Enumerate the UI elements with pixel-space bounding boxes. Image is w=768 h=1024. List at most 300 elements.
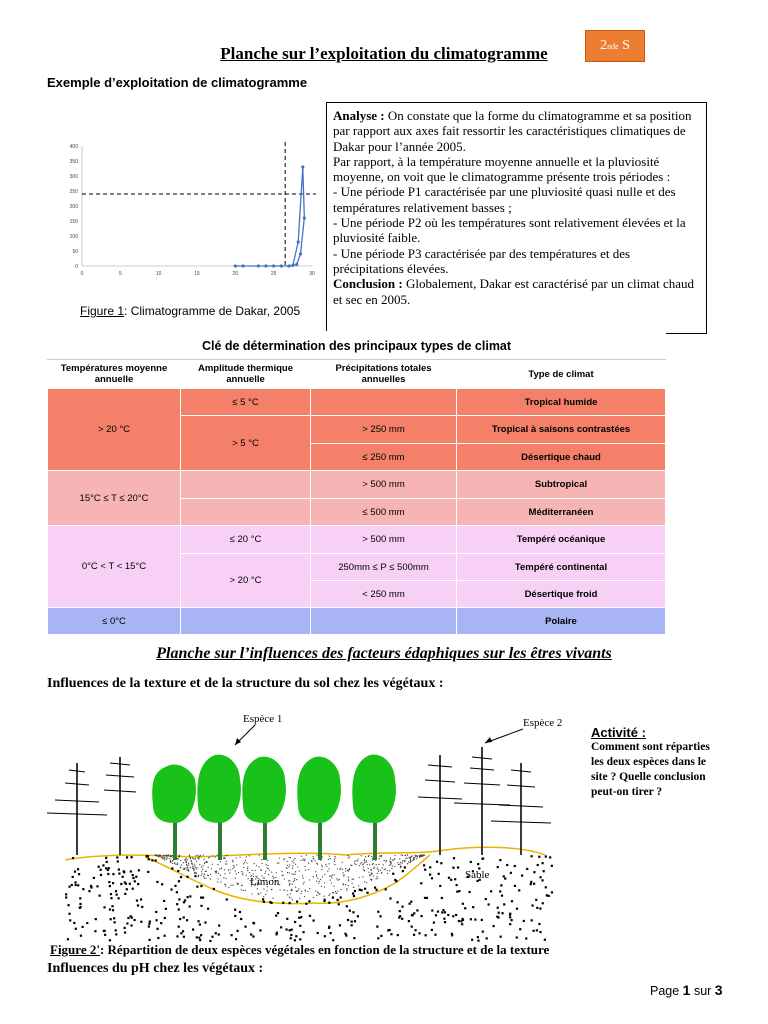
sand-grain <box>460 920 462 922</box>
limon-particle <box>315 890 316 891</box>
limon-particle <box>347 855 348 856</box>
limon-particle <box>301 855 302 856</box>
limon-particle <box>371 874 372 875</box>
limon-particle <box>228 870 229 871</box>
sand-grain <box>151 859 153 861</box>
limon-particle <box>289 880 290 881</box>
limon-particle <box>408 861 409 862</box>
sand-grain <box>423 864 425 866</box>
limon-particle <box>187 867 188 868</box>
limon-particle <box>181 865 182 866</box>
limon-particle <box>305 870 306 871</box>
sand-grain <box>130 924 132 926</box>
limon-particle <box>252 870 253 871</box>
sand-grain <box>511 919 513 921</box>
limon-particle <box>324 886 325 887</box>
sand-grain <box>503 903 505 905</box>
sand-grain <box>501 912 503 914</box>
limon-particle <box>218 873 219 874</box>
limon-particle <box>242 874 243 875</box>
limon-particle <box>348 877 349 878</box>
sand-grain <box>124 893 126 895</box>
limon-particle <box>212 855 213 856</box>
sand-grain <box>420 882 422 884</box>
limon-particle <box>361 862 362 863</box>
sand-grain <box>198 937 200 939</box>
limon-particle <box>223 858 224 859</box>
sand-grain <box>112 882 114 884</box>
sand-grain <box>532 930 534 932</box>
sand-grain <box>136 899 138 901</box>
limon-particle <box>287 894 288 895</box>
limon-particle <box>293 859 294 860</box>
limon-particle <box>237 884 238 885</box>
limon-particle <box>294 880 295 881</box>
sand-grain <box>387 929 389 931</box>
limon-particle <box>242 873 243 874</box>
sand-grain <box>332 896 334 898</box>
limon-particle <box>172 860 173 861</box>
limon-particle <box>289 864 290 865</box>
sand-grain <box>424 869 426 871</box>
sand-grain <box>447 914 449 916</box>
limon-particle <box>328 868 329 869</box>
sand-grain <box>68 886 70 888</box>
sand-grain <box>436 861 438 863</box>
sand-grain <box>79 903 81 905</box>
sand-grain <box>160 922 162 924</box>
sand-grain <box>538 923 540 925</box>
sand-grain <box>455 914 457 916</box>
sand-grain <box>235 938 237 940</box>
sand-grain <box>503 875 505 877</box>
limon-particle <box>232 885 233 886</box>
limon-particle <box>201 873 202 874</box>
sand-grain <box>127 917 129 919</box>
limon-particle <box>292 899 293 900</box>
limon-particle <box>164 857 165 858</box>
cell-type: Polaire <box>457 608 666 635</box>
sand-grain <box>187 896 189 898</box>
sand-grain <box>147 871 149 873</box>
limon-particle <box>162 856 163 857</box>
sand-grain <box>65 893 67 895</box>
sand-grain <box>129 883 131 885</box>
sand-grain <box>469 891 471 893</box>
cell-type: Méditerranéen <box>457 499 666 526</box>
sand-grain <box>262 898 264 900</box>
limon-particle <box>256 865 257 866</box>
sand-grain <box>392 873 394 875</box>
limon-particle <box>288 857 289 858</box>
data-point <box>297 240 300 243</box>
limon-particle <box>226 861 227 862</box>
limon-particle <box>180 860 181 861</box>
sand-grain <box>328 927 330 929</box>
limon-particle <box>366 882 367 883</box>
limon-particle <box>196 868 197 869</box>
limon-particle <box>195 867 196 868</box>
limon-particle <box>271 889 272 890</box>
cell-precip: > 250 mm <box>311 416 457 444</box>
limon-particle <box>197 855 198 856</box>
limon-particle <box>188 865 189 866</box>
sand-grain <box>516 908 518 910</box>
limon-particle <box>224 857 225 858</box>
sand-grain <box>431 909 433 911</box>
limon-particle <box>329 875 330 876</box>
activity-text: Comment sont réparties les deux espèces dans le site ? Quelle conclusion peut-on tirer ? <box>591 741 710 798</box>
limon-particle <box>192 864 193 865</box>
cell-temp: ≤ 0°C <box>48 608 181 635</box>
sand-grain <box>156 881 158 883</box>
limon-particle <box>206 861 207 862</box>
limon-particle <box>348 869 349 870</box>
cell-precip: > 500 mm <box>311 526 457 554</box>
sand-grain <box>148 858 150 860</box>
sand-grain <box>545 886 547 888</box>
sand-grain <box>514 865 516 867</box>
data-point <box>303 216 306 219</box>
sand-grain <box>413 934 415 936</box>
limon-particle <box>419 855 420 856</box>
sand-grain <box>67 904 69 906</box>
sand-grain <box>424 897 426 899</box>
limon-particle <box>195 855 196 856</box>
limon-particle <box>205 871 206 872</box>
limon-particle <box>358 858 359 859</box>
sand-grain <box>134 880 136 882</box>
sand-grain <box>269 901 271 903</box>
limon-particle <box>188 863 189 864</box>
sand-grain <box>113 917 115 919</box>
limon-particle <box>305 866 306 867</box>
limon-particle <box>191 863 192 864</box>
cell-amp <box>181 471 311 499</box>
sand-grain <box>300 916 302 918</box>
limon-particle <box>166 856 167 857</box>
limon-particle <box>217 855 218 856</box>
limon-particle <box>406 857 407 858</box>
y-tick-label: 250 <box>69 189 78 195</box>
limon-particle <box>267 865 268 866</box>
sand-grain <box>133 919 135 921</box>
sand-grain <box>530 881 532 883</box>
limon-particle <box>177 858 178 859</box>
limon-particle <box>335 857 336 858</box>
sand-grain <box>416 909 418 911</box>
limon-particle <box>294 873 295 874</box>
sand-grain <box>374 887 376 889</box>
limon-particle <box>390 864 391 865</box>
limon-particle <box>342 862 343 863</box>
sand-grain <box>537 864 539 866</box>
limon-particle <box>304 858 305 859</box>
limon-particle <box>390 857 391 858</box>
limon-particle <box>369 875 370 876</box>
sand-grain <box>401 918 403 920</box>
sand-grain <box>409 903 411 905</box>
sand-grain <box>79 897 81 899</box>
sand-grain <box>398 916 400 918</box>
espece1-label: Espèce 1 <box>243 713 283 725</box>
data-point <box>295 263 298 266</box>
sand-grain <box>429 874 431 876</box>
limon-particle <box>353 879 354 880</box>
limon-particle <box>415 856 416 857</box>
sand-grain <box>543 870 545 872</box>
sand-grain <box>433 922 435 924</box>
sand-grain <box>298 917 300 919</box>
limon-particle <box>402 861 403 862</box>
limon-particle <box>327 871 328 872</box>
limon-particle <box>332 892 333 893</box>
limon-particle <box>204 863 205 864</box>
limon-particle <box>185 858 186 859</box>
limon-particle <box>289 883 290 884</box>
data-point <box>299 252 302 255</box>
limon-particle <box>405 858 406 859</box>
sand-grain <box>385 888 387 890</box>
sand-grain <box>156 928 158 930</box>
limon-particle <box>204 874 205 875</box>
sand-grain <box>213 888 215 890</box>
sand-grain <box>530 883 532 885</box>
sand-grain <box>376 926 378 928</box>
limon-particle <box>352 883 353 884</box>
series-line <box>235 167 304 266</box>
limon-particle <box>171 855 172 856</box>
ph-heading: Influences du pH chez les végétaux : <box>47 961 264 976</box>
sand-grain <box>295 935 297 937</box>
limon-particle <box>265 864 266 865</box>
sand-grain <box>132 874 134 876</box>
limon-particle <box>330 875 331 876</box>
limon-particle <box>225 883 226 884</box>
limon-particle <box>278 862 279 863</box>
limon-particle <box>277 863 278 864</box>
limon-particle <box>289 896 290 897</box>
sand-grain <box>115 933 117 935</box>
limon-particle <box>221 868 222 869</box>
cell-type: Tempéré continental <box>457 554 666 581</box>
limon-particle <box>246 862 247 863</box>
climatogram-chart <box>62 138 322 283</box>
cell-type: Désertique chaud <box>457 444 666 471</box>
limon-particle <box>395 855 396 856</box>
sand-grain <box>215 932 217 934</box>
limon-particle <box>243 867 244 868</box>
limon-particle <box>348 880 349 881</box>
sand-grain <box>359 889 361 891</box>
limon-particle <box>169 858 170 859</box>
limon-particle <box>372 864 373 865</box>
limon-particle <box>364 870 365 871</box>
limon-particle <box>248 878 249 879</box>
sand-grain <box>399 910 401 912</box>
limon-particle <box>267 890 268 891</box>
limon-particle <box>313 856 314 857</box>
limon-particle <box>267 860 268 861</box>
limon-particle <box>328 895 329 896</box>
sand-grain <box>352 911 354 913</box>
sand-grain <box>200 885 202 887</box>
limon-particle <box>372 860 373 861</box>
limon-particle <box>313 876 314 877</box>
limon-particle <box>279 889 280 890</box>
sand-grain <box>178 926 180 928</box>
limon-particle <box>215 871 216 872</box>
sand-grain <box>244 926 246 928</box>
sand-grain <box>289 902 291 904</box>
x-tick-label: 0 <box>80 271 84 277</box>
sand-grain <box>453 857 455 859</box>
limon-particle <box>290 857 291 858</box>
sand-grain <box>105 867 107 869</box>
sand-grain <box>126 856 128 858</box>
sand-grain <box>240 918 242 920</box>
limon-particle <box>261 863 262 864</box>
y-tick-label: 50 <box>72 249 78 255</box>
sand-grain <box>497 907 499 909</box>
sand-grain <box>509 923 511 925</box>
sand-grain <box>78 873 80 875</box>
sand-grain <box>548 895 550 897</box>
limon-particle <box>197 867 198 868</box>
limon-particle <box>326 866 327 867</box>
limon-particle <box>220 875 221 876</box>
limon-particle <box>343 884 344 885</box>
limon-particle <box>288 867 289 868</box>
limon-particle <box>335 891 336 892</box>
sand-grain <box>280 926 282 928</box>
sand-grain <box>149 920 151 922</box>
sand-grain <box>510 872 512 874</box>
limon-particle <box>337 868 338 869</box>
sand-grain <box>525 937 527 939</box>
sand-grain <box>155 919 157 921</box>
limon-particle <box>232 861 233 862</box>
sand-grain <box>178 908 180 910</box>
sand-grain <box>542 862 544 864</box>
sand-grain <box>481 858 483 860</box>
limon-particle <box>400 862 401 863</box>
sand-grain <box>408 920 410 922</box>
sand-grain <box>282 902 284 904</box>
limon-particle <box>399 863 400 864</box>
limon-particle <box>331 882 332 883</box>
limon-particle <box>284 878 285 879</box>
limon-particle <box>389 870 390 871</box>
limon-particle <box>354 861 355 862</box>
table-title: Clé de détermination des principaux types de climat <box>48 332 666 360</box>
sand-grain <box>82 926 84 928</box>
limon-particle <box>183 862 184 863</box>
limon-particle <box>408 857 409 858</box>
limon-particle <box>220 881 221 882</box>
sand-grain <box>337 899 339 901</box>
limon-particle <box>397 862 398 863</box>
data-point <box>301 165 304 168</box>
sand-grain <box>117 860 119 862</box>
sand-grain <box>545 855 547 857</box>
limon-particle <box>308 863 309 864</box>
sand-grain <box>122 876 124 878</box>
sand-grain <box>75 928 77 930</box>
sand-grain <box>176 935 178 937</box>
sand-grain <box>147 855 149 857</box>
limon-particle <box>322 876 323 877</box>
limon-particle <box>383 864 384 865</box>
limon-particle <box>340 868 341 869</box>
sand-grain <box>549 856 551 858</box>
limon-particle <box>345 868 346 869</box>
limon-particle <box>364 860 365 861</box>
limon-particle <box>371 870 372 871</box>
limon-particle <box>373 863 374 864</box>
limon-particle <box>398 864 399 865</box>
limon-particle <box>389 865 390 866</box>
sand-grain <box>302 931 304 933</box>
sand-grain <box>514 885 516 887</box>
sand-grain <box>116 856 118 858</box>
limon-particle <box>379 858 380 859</box>
limon-particle <box>208 867 209 868</box>
sand-grain <box>200 897 202 899</box>
sand-grain <box>108 867 110 869</box>
x-tick-label: 25 <box>270 271 277 277</box>
limon-particle <box>322 866 323 867</box>
sand-grain <box>535 899 537 901</box>
limon-particle <box>226 863 227 864</box>
sand-grain <box>96 885 98 887</box>
sand-grain <box>234 909 236 911</box>
limon-particle <box>224 873 225 874</box>
limon-particle <box>263 896 264 897</box>
limon-particle <box>346 888 347 889</box>
sand-grain <box>148 925 150 927</box>
x-tick-label: 30 <box>309 271 315 277</box>
limon-particle <box>391 863 392 864</box>
sand-grain <box>106 861 108 863</box>
limon-particle <box>191 861 192 862</box>
limon-particle <box>316 895 317 896</box>
sand-grain <box>539 931 541 933</box>
limon-particle <box>228 887 229 888</box>
page-title: Planche sur l’exploitation du climatogramme <box>220 44 548 63</box>
sand-grain <box>126 922 128 924</box>
limon-particle <box>369 864 370 865</box>
limon-particle <box>299 898 300 899</box>
sand-grain <box>477 863 479 865</box>
sand-grain <box>131 856 133 858</box>
sand-grain <box>132 888 134 890</box>
limon-particle <box>318 882 319 883</box>
limon-particle <box>236 873 237 874</box>
sand-grain <box>551 891 553 893</box>
sand-grain <box>176 903 178 905</box>
x-tick-label: 20 <box>232 271 239 277</box>
cell-temp: 0°C < T < 15°C <box>48 526 181 608</box>
sand-grain <box>496 916 498 918</box>
limon-particle <box>350 865 351 866</box>
limon-particle <box>372 858 373 859</box>
sand-grain <box>404 866 406 868</box>
limon-particle <box>342 869 343 870</box>
sand-grain <box>194 875 196 877</box>
limon-particle <box>172 863 173 864</box>
limon-particle <box>321 886 322 887</box>
